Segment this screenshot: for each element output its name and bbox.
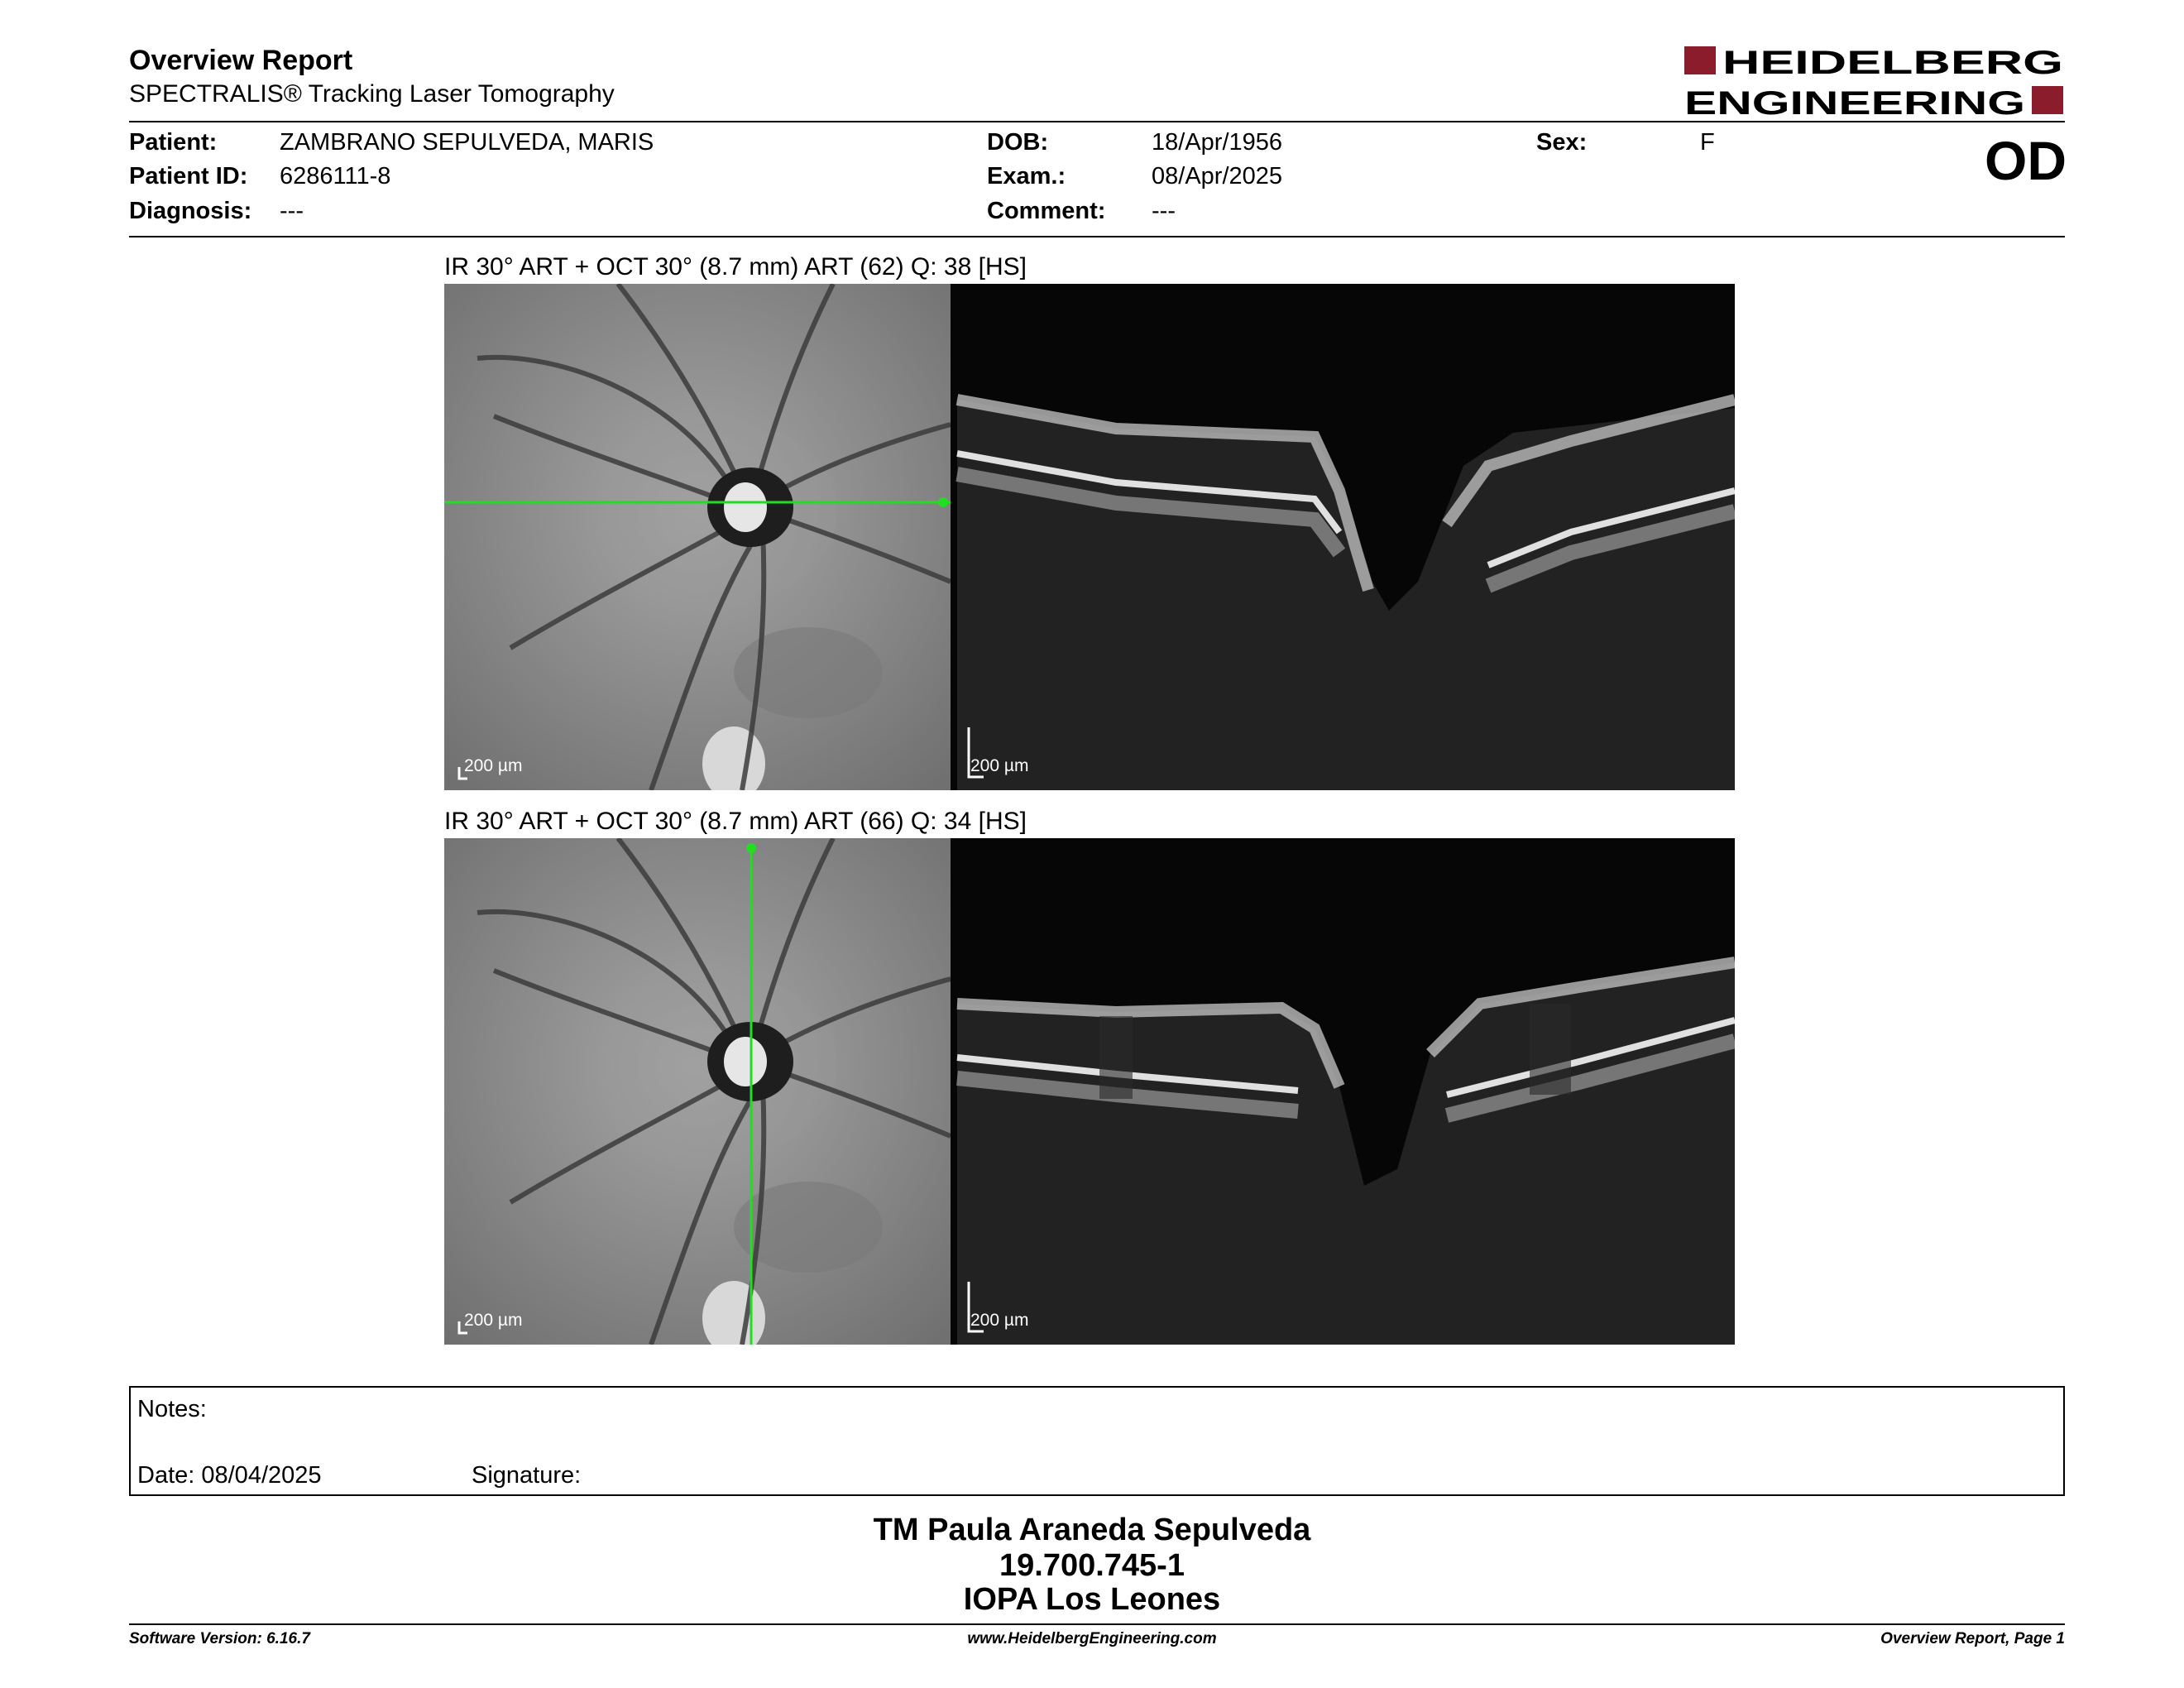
comment-value: --- (1152, 198, 1176, 224)
scan-2-fundus-scale: 200 µm (464, 1311, 523, 1330)
scan-2-fundus-image (444, 838, 951, 1345)
patient-divider (129, 236, 2065, 237)
page-number: Overview Report, Page 1 (1880, 1630, 2065, 1647)
scan-1-fundus-image (444, 284, 951, 790)
dob-label: DOB: (987, 129, 1049, 156)
patient-id: 6286111-8 (280, 163, 391, 189)
patient-label: Patient: (129, 129, 218, 156)
comment-label: Comment: (987, 198, 1106, 224)
diagnosis-label: Diagnosis: (129, 198, 252, 224)
scan-2-oct-bscan (951, 838, 1735, 1345)
sex-value: F (1700, 129, 1715, 156)
logo-line2: ENGINEERING (1684, 85, 2025, 117)
notes-date: Date: 08/04/2025 (137, 1462, 322, 1489)
exam-value: 08/Apr/2025 (1152, 163, 1283, 189)
logo-line1: HEIDELBERG (1722, 45, 2063, 81)
dob-value: 18/Apr/1956 (1152, 129, 1283, 156)
scan-1-oct-bscan (951, 284, 1735, 790)
scan-1-title: IR 30° ART + OCT 30° (8.7 mm) ART (62) Q: 38 [HS] (444, 253, 1027, 281)
exam-label: Exam.: (987, 163, 1066, 189)
sex-label: Sex: (1536, 129, 1588, 156)
diagnosis-value: --- (280, 198, 304, 224)
patient-name: ZAMBRANO SEPULVEDA, MARIS (280, 129, 654, 156)
software-version: Software Version: 6.16.7 (129, 1630, 310, 1647)
scan-1-oct-scale: 200 µm (970, 756, 1029, 775)
report-title: Overview Report (129, 45, 353, 76)
signature-label: Signature: (472, 1462, 582, 1489)
notes-box (129, 1386, 2065, 1496)
scan-2-oct-scale: 200 µm (970, 1311, 1029, 1330)
heidelberg-logo (1684, 45, 2065, 117)
eye-indicator: OD (1985, 130, 2067, 191)
scan-2-title: IR 30° ART + OCT 30° (8.7 mm) ART (66) Q: 34 [HS] (444, 808, 1027, 835)
header-divider (129, 121, 2065, 122)
scan-1-fundus-scale: 200 µm (464, 756, 523, 775)
report-subtitle: SPECTRALIS® Tracking Laser Tomography (129, 80, 615, 108)
footer-divider (129, 1623, 2065, 1625)
institution-name: IOPA Los Leones (963, 1582, 1221, 1617)
examiner-name: TM Paula Araneda Sepulveda (873, 1513, 1311, 1547)
notes-label: Notes: (137, 1396, 207, 1422)
patient-id-label: Patient ID: (129, 163, 248, 189)
examiner-id: 19.700.745-1 (999, 1548, 1185, 1583)
website-link[interactable]: www.HeidelbergEngineering.com (967, 1630, 1217, 1647)
